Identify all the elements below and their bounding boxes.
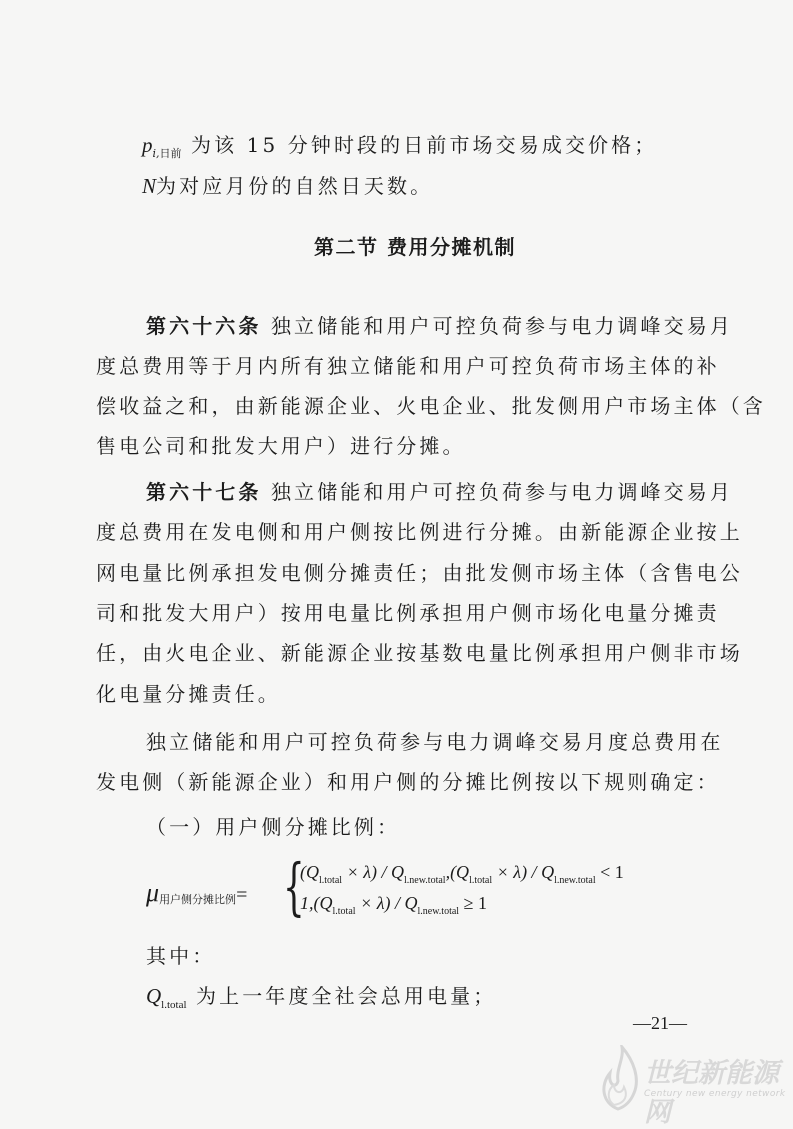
article-66-line-2: 度总费用等于月内所有独立储能和用户可控负荷市场主体的补 — [96, 354, 720, 378]
paragraph-ratio-line-2: 发电侧（新能源企业）和用户侧的分摊比例按以下规则确定： — [96, 770, 720, 794]
symbol-p-subscript-i: i, — [152, 147, 160, 160]
article-67-line-5: 任，由火电企业、新能源企业按基数电量比例承担用户侧非市场 — [96, 641, 743, 665]
page-number: —21— — [633, 1013, 687, 1033]
item-user-side-ratio: （一）用户侧分摊比例： — [146, 815, 401, 839]
article-67-line-4: 司和批发大用户）按用电量比例承担用户侧市场化电量分摊责 — [96, 601, 720, 625]
article-67-line-3: 网电量比例承担发电侧分摊责任；由批发侧市场主体（含售电公 — [96, 561, 743, 585]
definition-days-line — [142, 174, 433, 198]
article-67-line-1 — [146, 480, 733, 504]
watermark-title: 世纪新能源网 — [644, 1058, 779, 1128]
definition-days-text: 为对应月份的自然日天数。 — [156, 174, 434, 198]
definition-price-line — [142, 133, 657, 161]
article-66-line-3: 偿收益之和，由新能源企业、火电企业、批发侧用户市场主体（含 — [96, 394, 766, 418]
symbol-mu: μ — [146, 878, 160, 907]
paragraph-ratio-line-1: 独立储能和用户可控负荷参与电力调峰交易月度总费用在 — [146, 730, 724, 754]
article-67-line-6: 化电量分摊责任。 — [96, 682, 281, 706]
symbol-mu-subscript: 用户侧分摊比例 — [159, 893, 237, 906]
formula-equals: = — [236, 884, 248, 906]
symbol-p-subscript-text: 日前 — [159, 147, 182, 160]
article-66-text-1: 独立储能和用户可控负荷参与电力调峰交易月 — [261, 314, 733, 338]
definition-total-consumption-line — [146, 984, 496, 1012]
label-qizhong: 其中： — [146, 944, 216, 968]
article-67-line-2: 度总费用在发电侧和用户侧按比例进行分摊。由新能源企业按上 — [96, 520, 743, 544]
symbol-N: N — [142, 174, 157, 198]
flame-icon — [596, 1045, 642, 1111]
article-66-line-1 — [146, 314, 733, 338]
formula-row-1: $(Q_{l.total} \times \lambda) / Q_{l.new.total},(Q_{l.total} \times \lambda) / Q_{l.new.total} < 1$ — [300, 862, 624, 886]
watermark-subtitle: Century new energy network — [644, 1089, 786, 1099]
section-heading: 第二节 费用分摊机制 — [314, 235, 516, 259]
article-67-label: 第六十七条 — [146, 480, 262, 504]
article-66-label: 第六十六条 — [146, 314, 262, 338]
article-66-line-4: 售电公司和批发大用户）进行分摊。 — [96, 434, 466, 458]
formula-lhs — [146, 878, 247, 908]
formula-brace: { — [283, 850, 305, 923]
definition-total-consumption-text: 为上一年度全社会总用电量； — [196, 984, 497, 1008]
symbol-Q-subscript: l.total — [161, 999, 187, 1011]
watermark-logo — [596, 1045, 791, 1128]
symbol-Q: Q — [146, 984, 162, 1008]
article-67-text-1: 独立储能和用户可控负荷参与电力调峰交易月 — [261, 480, 733, 504]
definition-price-text: 为该 15 分钟时段的日前市场交易成交价格； — [190, 133, 658, 157]
symbol-p: p — [142, 133, 153, 157]
formula-row-2: $1,(Q_{l.total} \times \lambda) / Q_{l.new.total} \ge 1$ — [300, 893, 487, 917]
